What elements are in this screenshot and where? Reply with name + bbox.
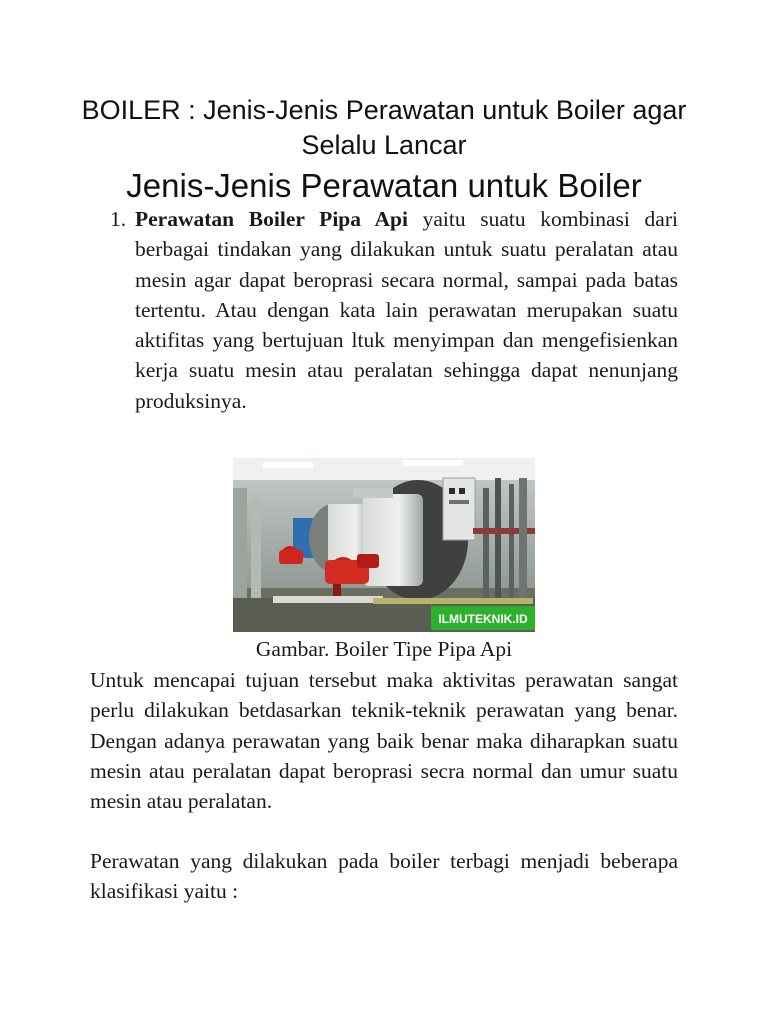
numbered-list — [110, 204, 678, 416]
boiler-photo-illustration — [233, 458, 535, 632]
watermark-text: ILMUTEKNIK.ID — [438, 612, 528, 626]
list-item — [110, 204, 678, 416]
body-paragraph: Untuk mencapai tujuan tersebut maka aktivitas perawatan sangat perlu dilakukan betdasarkan teknik-teknik perawatan yang benar. Dengan adanya perawatan yang baik benar maka diharapkan suatu mesin atau peralatan dapat beroprasi secra normal dan umur suatu mesin atau peralatan. — [90, 668, 678, 814]
section-heading: Jenis-Jenis Perawatan untuk Boiler — [126, 167, 642, 204]
body-paragraph: Perawatan yang dilakukan pada boiler terbagi menjadi beberapa klasifikasi yaitu : — [90, 849, 678, 904]
figure-caption: Gambar. Boiler Tipe Pipa Api — [255, 637, 513, 661]
list-item-number: 1. — [110, 207, 127, 231]
list-item-body — [135, 204, 678, 416]
document-title: BOILER : Jenis-Jenis Perawatan untuk Boiler agar Selalu Lancar — [81, 95, 687, 160]
list-item-text: yaitu suatu kombinasi dari berbagai tindakan yang dilakukan untuk suatu peralatan atau mesin agar dapat beroprasi secara normal, sampai pada batas tertentu. Atau dengan kata lain perawatan merupakan suatu aktifitas yang bertujuan ltuk menyimpan dan mengefisienkan kerja suatu mesin atau peralatan sehingga dapat nenunjang produksinya. — [135, 207, 678, 413]
list-item-term: Perawatan Boiler Pipa Api — [135, 207, 408, 231]
boiler-photo — [233, 458, 535, 632]
